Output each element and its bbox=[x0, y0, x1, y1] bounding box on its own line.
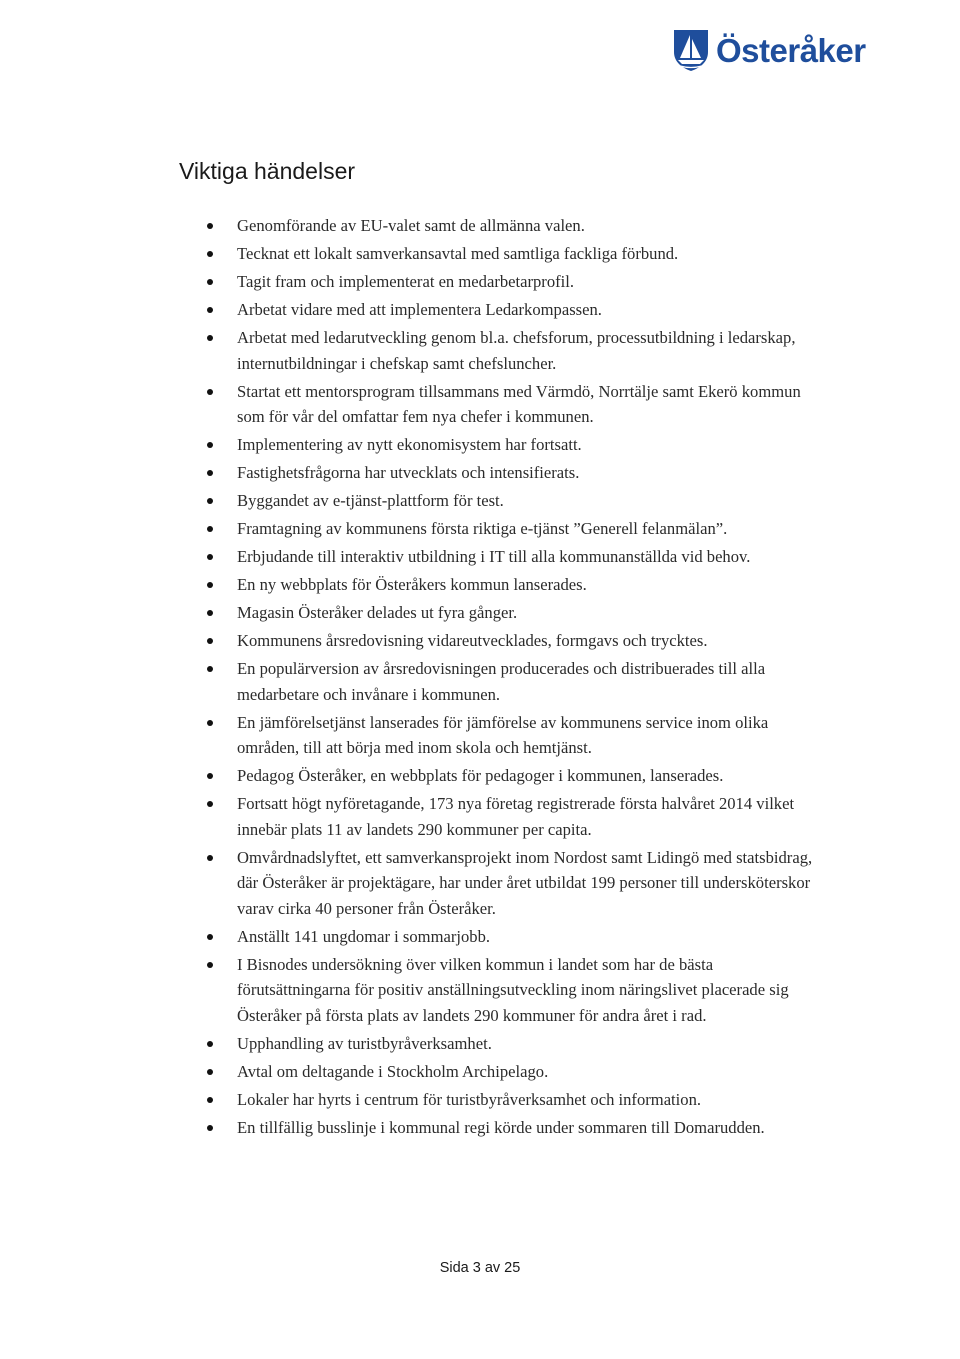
bullet-icon bbox=[207, 389, 213, 395]
list-item bbox=[207, 710, 827, 761]
bullet-icon bbox=[207, 638, 213, 644]
bullet-icon bbox=[207, 307, 213, 313]
list-item bbox=[207, 600, 827, 626]
coat-of-arms-icon bbox=[672, 28, 710, 72]
list-item-text: Lokaler har hyrts i centrum för turistbyråverksamhet och information. bbox=[237, 1089, 702, 1109]
list-item bbox=[207, 1059, 827, 1085]
list-item-text: Byggandet av e-tjänst-plattform för test. bbox=[237, 491, 504, 510]
bullet-icon bbox=[207, 1125, 213, 1131]
list-item bbox=[207, 379, 827, 430]
list-item bbox=[207, 269, 827, 295]
list-item-text: Fastighetsfrågorna har utvecklats och intensifierats. bbox=[237, 463, 580, 482]
logo-text: Österåker bbox=[716, 31, 866, 69]
list-item bbox=[207, 1115, 827, 1141]
bullet-icon bbox=[207, 554, 213, 560]
list-item-text: En populärversion av årsredovisningen producerades och distribuerades till alla medarbetare och invånare i kommunen. bbox=[237, 659, 766, 704]
bullet-icon bbox=[207, 470, 213, 476]
list-item bbox=[207, 432, 827, 458]
list-item-text: Tecknat ett lokalt samverkansavtal med samtliga fackliga förbund. bbox=[237, 244, 679, 263]
list-item bbox=[207, 924, 827, 950]
list-item bbox=[207, 488, 827, 514]
bullet-icon bbox=[207, 666, 213, 672]
bullet-icon bbox=[207, 801, 213, 807]
list-item bbox=[207, 213, 827, 239]
bullet-icon bbox=[207, 335, 213, 341]
list-item bbox=[207, 1031, 827, 1057]
list-item bbox=[207, 628, 827, 654]
list-item-text: Arbetat med ledarutveckling genom bl.a. chefsforum, processutbildning i ledarskap, internutbildningar i chefskap samt chefsluncher. bbox=[237, 328, 796, 373]
list-item-text: Genomförande av EU-valet samt de allmänna valen. bbox=[237, 216, 585, 235]
bullet-icon bbox=[207, 442, 213, 448]
list-item-text: Kommunens årsredovisning vidareutvecklades, formgavs och trycktes. bbox=[237, 631, 708, 650]
list-item-text: Omvårdnadslyftet, ett samverkansprojekt inom Nordost samt Lidingö med statsbidrag, där Österåker är projektägare, har under året utbildat 199 personer till undersköterskor varav cirka 40 personer från Österåker. bbox=[237, 847, 813, 918]
bullet-icon bbox=[207, 773, 213, 779]
list-item bbox=[207, 572, 827, 598]
bullet-icon bbox=[207, 251, 213, 257]
events-list bbox=[207, 213, 827, 1143]
list-item bbox=[207, 952, 827, 1029]
list-item bbox=[207, 325, 827, 376]
list-item-text: Fortsatt högt nyföretagande, 173 nya företag registrerade första halvåret 2014 vilket innebär plats 11 av landets 290 kommuner per capita. bbox=[237, 794, 795, 839]
bullet-icon bbox=[207, 962, 213, 968]
bullet-icon bbox=[207, 855, 213, 861]
list-item bbox=[207, 656, 827, 707]
list-item-text: Arbetat vidare med att implementera Ledarkompassen. bbox=[237, 300, 602, 319]
bullet-icon bbox=[207, 1041, 213, 1047]
list-item-text: Anställt 141 ungdomar i sommarjobb. bbox=[237, 926, 491, 946]
list-item bbox=[207, 297, 827, 323]
bullet-icon bbox=[207, 223, 213, 229]
bullet-icon bbox=[207, 1069, 213, 1075]
list-item-text: Implementering av nytt ekonomisystem har fortsatt. bbox=[237, 435, 582, 454]
bullet-icon bbox=[207, 498, 213, 504]
list-item bbox=[207, 845, 827, 922]
list-item-text: Framtagning av kommunens första riktiga e-tjänst ”Generell felanmälan”. bbox=[237, 519, 728, 538]
list-item bbox=[207, 516, 827, 542]
bullet-icon bbox=[207, 720, 213, 726]
list-item-text: Tagit fram och implementerat en medarbetarprofil. bbox=[237, 272, 575, 291]
list-item-text: Upphandling av turistbyråverksamhet. bbox=[237, 1033, 492, 1053]
bullet-icon bbox=[207, 1097, 213, 1103]
list-item-text: En ny webbplats för Österåkers kommun lanserades. bbox=[237, 575, 587, 594]
list-item-text: Magasin Österåker delades ut fyra gånger. bbox=[237, 603, 518, 622]
page-number: Sida 3 av 25 bbox=[439, 1260, 521, 1276]
list-item-text: En tillfällig busslinje i kommunal regi körde under sommaren till Domarudden. bbox=[237, 1117, 765, 1137]
list-item-text: Erbjudande till interaktiv utbildning i IT till alla kommunanställda vid behov. bbox=[237, 547, 751, 566]
list-item-text: I Bisnodes undersökning över vilken kommun i landet som har de bästa förutsättningarna för positiv anställningsutveckling inom näringslivet placerade sig Österåker på första plats av landets 290 kommuner för andra året i rad. bbox=[237, 954, 789, 1025]
list-item-text: Pedagog Österåker, en webbplats för pedagoger i kommunen, lanserades. bbox=[237, 766, 724, 785]
list-item bbox=[207, 1087, 827, 1113]
list-item bbox=[207, 460, 827, 486]
bullet-icon bbox=[207, 934, 213, 940]
page-title: Viktiga händelser bbox=[179, 158, 356, 184]
list-item-text: Startat ett mentorsprogram tillsammans med Värmdö, Norrtälje samt Ekerö kommun som för vår del omfattar fem nya chefer i kommunen. bbox=[237, 381, 801, 426]
list-item bbox=[207, 791, 827, 842]
list-item bbox=[207, 763, 827, 789]
bullet-icon bbox=[207, 582, 213, 588]
list-item-text: Avtal om deltagande i Stockholm Archipelago. bbox=[237, 1061, 549, 1081]
bullet-icon bbox=[207, 610, 213, 616]
bullet-icon bbox=[207, 526, 213, 532]
list-item-text: En jämförelsetjänst lanserades för jämförelse av kommunens service inom olika områden, till att börja med inom skola och hemtjänst. bbox=[237, 712, 769, 757]
bullet-icon bbox=[207, 279, 213, 285]
osteraker-logo bbox=[672, 26, 882, 74]
list-item bbox=[207, 241, 827, 267]
list-item bbox=[207, 544, 827, 570]
